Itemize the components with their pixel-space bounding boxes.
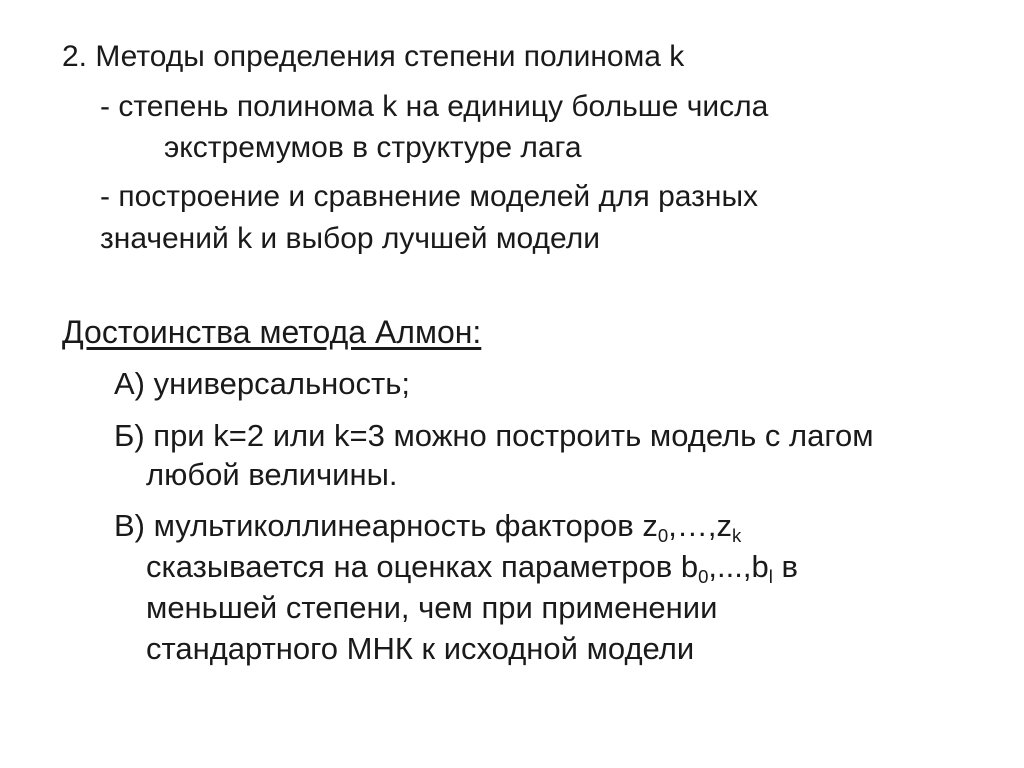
advantage-c-line-2-mid: ,...,b [708, 549, 769, 584]
method-item-2-line-1: - построение и сравнение моделей для разных [100, 180, 759, 213]
subscript-z-start: 0 [657, 524, 669, 546]
advantage-b-line-1: Б) при k=2 или k=3 можно построить модель с лагом [114, 418, 874, 453]
advantage-c-line-1-text: В) мультиколлинеарность факторов z [114, 508, 658, 543]
advantage-c-line-2-post: в [772, 549, 798, 584]
advantage-c-line-1-mid: ,…,z [668, 508, 732, 543]
subscript-z-end: k [731, 524, 742, 546]
method-item-2-line-2: значений k и выбор лучшей модели [100, 222, 600, 255]
advantage-c-line-4: стандартного МНК к исходной модели [146, 631, 695, 666]
advantage-c-line-2 [146, 549, 798, 587]
advantage-c-line-2-text: сказывается на оценках параметров b [146, 549, 699, 584]
method-item-1-line-2: экстремумов в структуре лага [164, 131, 582, 164]
method-item-1-line-1: - степень полинома k на единицу больше числа [100, 90, 769, 123]
advantages-heading: Достоинства метода Алмон: [62, 314, 482, 350]
advantage-c-line-1 [114, 508, 742, 546]
advantage-b-line-2: любой величины. [146, 457, 398, 492]
advantage-c-line-3: меньшей степени, чем при применении [146, 590, 718, 625]
section-title: 2. Методы определения степени полинома k [62, 40, 685, 73]
advantage-a: А) универсальность; [114, 366, 410, 401]
subscript-b-start: 0 [698, 565, 709, 587]
subscript-b-end: l [768, 565, 773, 587]
